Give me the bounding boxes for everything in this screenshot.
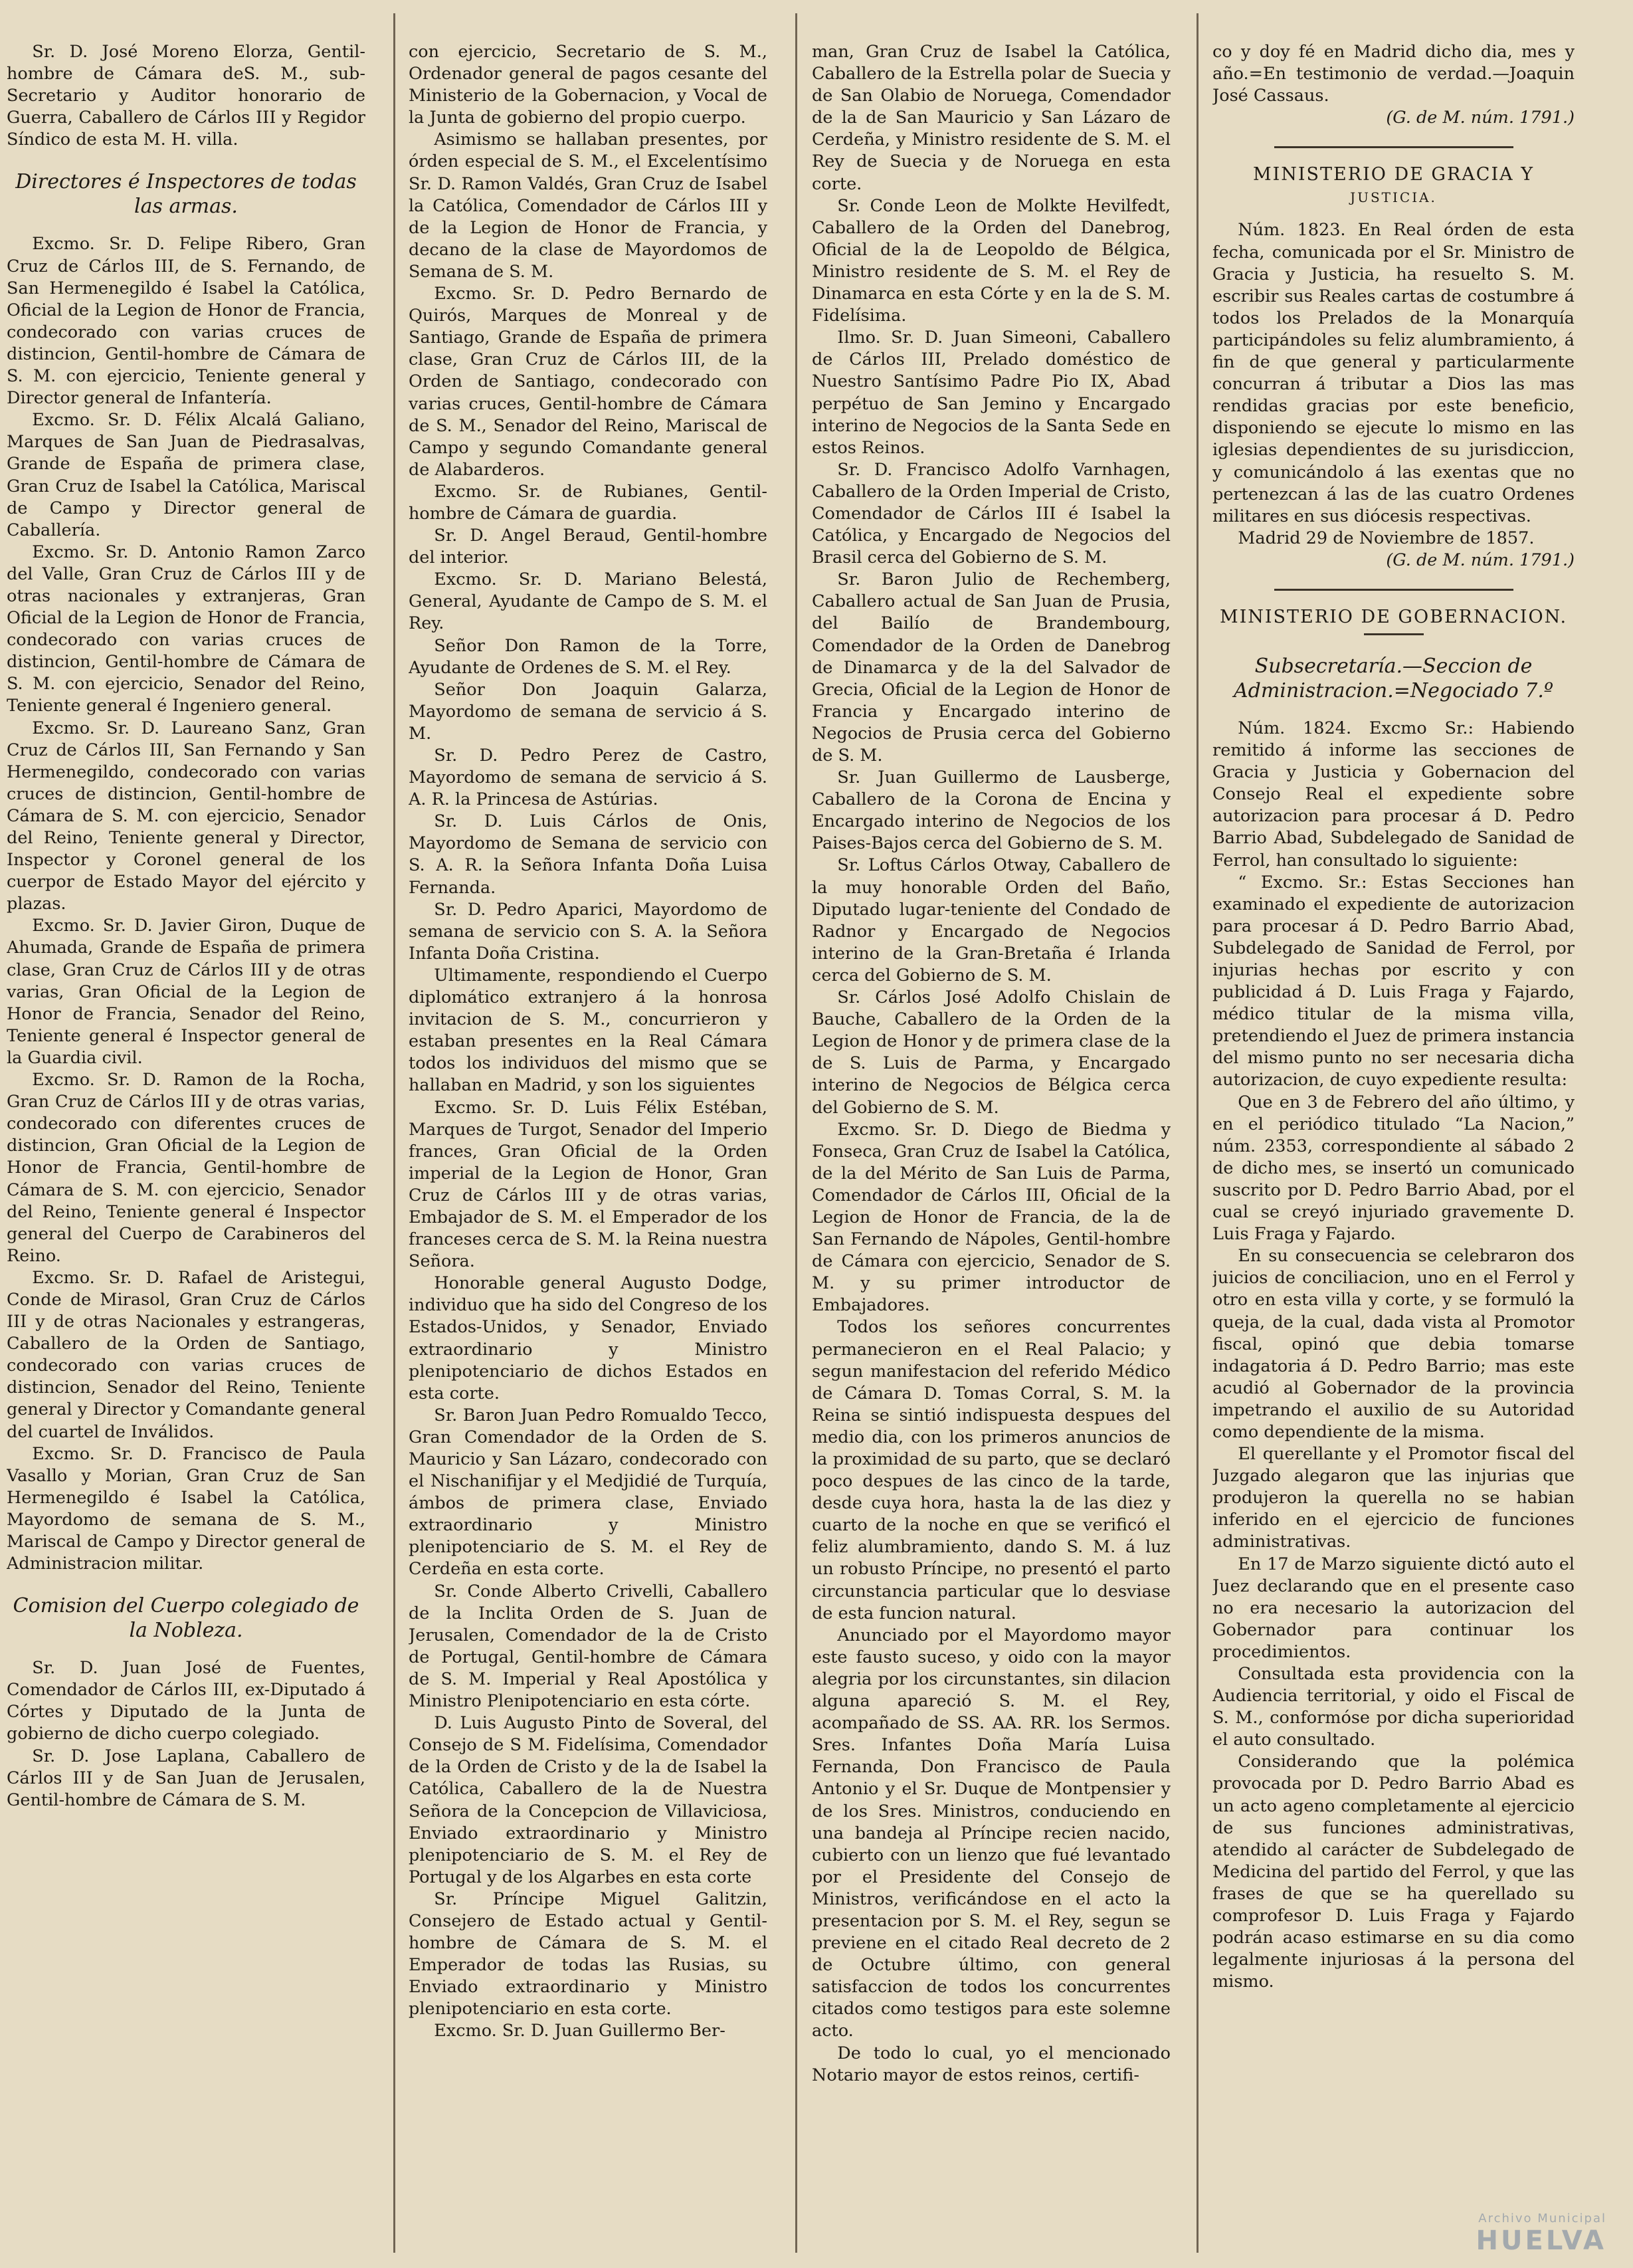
paragraph: Excmo. Sr. D. Antonio Ramon Zarco del Valle, Gran Cruz de Cárlos III y de otras nacionales y extranjeras, Gran Oficial de la Legion de Honor de Francia, condecorado con varias cruces de distincion, Gentil-hombre de Cámara de S. M. con ejercicio, Senador del Reino, Teniente general é Ingeniero general. [7,542,365,716]
paragraph: Excmo. Sr. de Rubianes, Gentil-hombre de Cámara de guardia. [409,481,767,524]
paragraph: Sr. Baron Julio de Rechemberg, Caballero actual de San Juan de Prusia, del Bailío de Brandembourg, Comendador de la Orden de Danebrog de Dinamarca y de la del Salvador de Grecia, Oficial de la Legion de Honor de Francia y Encargado interino de Negocios de Prusia cerca del Gobierno de S. M. [812,569,1171,766]
paragraph: man, Gran Cruz de Isabel la Católica, Caballero de la Estrella polar de Suecia y de San Olabio de Noruega, Comendador de la de San Mauricio y San Lázaro de Cerdeña, y Ministro residente de S. M. el Rey de Suecia y de Noruega en esta corte. [812,42,1171,194]
paragraph: Excmo. Sr. D. Felipe Ribero, Gran Cruz de Cárlos III, de S. Fernando, de San Hermenegildo é Isabel la Católica, Oficial de la Legion de Honor de Francia, condecorado con varias cruces de distincion, Gentil-hombre de Cámara de S. M. con ejercicio, Teniente general y Director general de Infantería. [7,234,365,409]
paragraph: Señor Don Ramon de la Torre, Ayudante de Ordenes de S. M. el Rey. [409,635,767,678]
section-heading: Comision del Cuerpo colegiado de la Nobleza. [13,1594,359,1643]
paragraph: El querellante y el Promotor fiscal del Juzgado alegaron que las injurias que produjeron la querella no se habian inferido en el ejercicio de funciones administrativas. [1212,1444,1575,1552]
paragraph: Sr. D. Francisco Adolfo Varnhagen, Caballero de la Orden Imperial de Cristo, Comendador de Cárlos III é Isabel la Católica, y Encargado de Negocios del Brasil cerca del Gobierno de S. M. [812,459,1171,568]
paragraph: D. Luis Augusto Pinto de Soveral, del Consejo de S M. Fidelísima, Comendador de la Orden de Cristo y de la de Isabel la Católica, Caballero de la de Nuestra Señora de la Concepcion de Villaviciosa, Enviado extraordinario y Ministro plenipotenciario de S. M. el Rey de Portugal y de los Algarbes en esta corte [409,1713,767,1887]
paragraph: Excmo. Sr. D. Ramon de la Rocha, Gran Cruz de Cárlos III y de otras varias, condecorado con diferentes cruces de distincion, Gran Oficial de la Legion de Honor de Francia, Gentil-hombre de Cámara de S. M. con ejercicio, Senador del Reino, Teniente general é Inspector general del Cuerpo de Carabineros del Reino. [7,1070,365,1266]
paragraph: Sr. D. Jose Laplana, Caballero de Cárlos III y de San Juan de Jerusalen, Gentil-hombre de Cámara de S. M. [7,1746,365,1810]
paragraph: Sr. Príncipe Miguel Galitzin, Consejero de Estado actual y Gentil-hombre de Cámara de S. M. el Emperador de todas las Rusias, su Enviado extraordinario y Ministro plenipotenciario en esta corte. [409,1889,767,2019]
paragraph: De todo lo cual, yo el mencionado Notario mayor de estos reinos, certifi- [812,2043,1171,2085]
paragraph: Sr. D. Pedro Aparici, Mayordomo de semana de servicio con S. A. la Señora Infanta Doña Cristina. [409,899,767,964]
paragraph: Asimismo se hallaban presentes, por órden especial de S. M., el Excelentísimo Sr. D. Ramon Valdés, Gran Cruz de Isabel la Católica, Comendador de Cárlos III y de la Legion de Honor de Francia, y decano de la clase de Mayordomos de Semana de S. M. [409,130,767,282]
watermark-line: HUELVA [1476,2225,1606,2256]
paragraph: Excmo. Sr. D. Rafael de Aristegui, Conde de Mirasol, Gran Cruz de Cárlos III y de otras Nacionales y estrangeras, Caballero de la Orden de Santiago, condecorado con varias cruces de distincion, Senador del Reino, Teniente general y Director y Comandante general del cuartel de Inválidos. [7,1267,365,1442]
paragraph: Excmo. Sr. D. Francisco de Paula Vasallo y Morian, Gran Cruz de San Hermenegildo é Isabel la Católica, Mayordomo de semana de S. M., Mariscal de Campo y Director general de Administracion militar. [7,1443,365,1574]
paragraph: Ultimamente, respondiendo el Cuerpo diplomático extranjero á la honrosa invitacion de S. M., concurrieron y estaban presentes en la Real Cámara todos los individuos del mismo que se hallaban en Madrid, y son los siguientes [409,965,767,1096]
paragraph: Ilmo. Sr. D. Juan Simeoni, Caballero de Cárlos III, Prelado doméstico de Nuestro Santísimo Padre Pio IX, Abad perpétuo de San Jemino y Encargado interino de Negocios de la Santa Sede en estos Reinos. [812,328,1171,458]
paragraph: Excmo. Sr. D. Javier Giron, Duque de Ahumada, Grande de España de primera clase, Gran Cruz de Cárlos III y de otras varias, Gran Oficial de la Legion de Honor de Francia, Senador del Reino, Teniente general é Inspector general de la Guardia civil. [7,916,365,1068]
paragraph: Excmo. Sr. D. Félix Alcalá Galiano, Marques de San Juan de Piedrasalvas, Grande de España de primera clase, Gran Cruz de Isabel la Católica, Mariscal de Campo y Director general de Caballería. [7,410,365,540]
section-rule [1274,146,1513,148]
paragraph: Todos los señores concurrentes permanecieron en el Real Palacio; y segun manifestacion del referido Médico de Cámara D. Tomas Corral, S. M. la Reina se sintió indispuesta despues del medio dia, con los primeros anuncios de la proximidad de su parto, que se declaró poco despues de las cinco de la tarde, desde cuya hora, hasta la de las diez y cuarto de la noche en que se verificó el feliz alumbramiento, dando S. M. á luz un robusto Príncipe, no presentó el parto circunstancia particular que lo desviase de esta funcion natural. [812,1317,1171,1623]
paragraph: Sr. Juan Guillermo de Lausberge, Caballero de la Corona de Encina y Encargado interino de Negocios de los Paises-Bajos cerca del Gobierno de S. M. [812,768,1171,854]
paragraph: Sr. D. José Moreno Elorza, Gentil-hombre de Cámara deS. M., sub-Secretario y Auditor honorario de Guerra, Caballero de Cárlos III y Regidor Síndico de esta M. H. villa. [7,42,365,150]
column-2 [409,41,767,2254]
column-rule [393,13,395,2253]
paragraph: Sr. D. Angel Beraud, Gentil-hombre del interior. [409,526,767,568]
paragraph: Núm. 1823. En Real órden de esta fecha, comunicada por el Sr. Ministro de Gracia y Justicia, ha resuelto S. M. escribir sus Reales cartas de costumbre á todos los Prelados de la Monarquía participándoles su feliz alumbramiento, á fin de que general y particularmente concurran á tributar a Dios las mas rendidas gracias por este beneficio, disponiendo se ejecute lo mismo en las iglesias dependientes de su jurisdiccion, y comunicándolo á las exentas que no pertenezcan á las de las cuatro Ordenes militares en sus diócesis respectivas. [1212,220,1575,526]
paragraph: Núm. 1824. Excmo Sr.: Habiendo remitido á informe las secciones de Gracia y Justicia y Gobernacion del Consejo Real el expediente sobre autorizacion para procesar á D. Pedro Barrio Abad, Subdelegado de Sanidad de Ferrol, han consultado lo siguiente: [1212,718,1575,871]
paragraph: Sr. Conde Alberto Crivelli, Caballero de la Inclita Orden de S. Juan de Jerusalen, Comendador de la de Cristo de Portugal, Gentil-hombre de Cámara de S. M. Imperial y Real Apostólica y Ministro Plenipotenciario en esta córte. [409,1581,767,1712]
section-rule-short [1364,633,1424,635]
column-rule [1197,13,1199,2253]
paragraph: con ejercicio, Secretario de S. M., Ordenador general de pagos cesante del Ministerio de la Gobernacion, y Vocal de la Junta de gobierno del propio cuerpo. [409,42,767,128]
paragraph: Sr. D. Luis Cárlos de Onis, Mayordomo de Semana de servicio con S. A. R. la Señora Infanta Doña Luisa Fernanda. [409,811,767,898]
column-1 [7,41,365,2254]
paragraph: Excmo. Sr. D. Juan Guillermo Ber- [434,2021,725,2041]
paragraph: Anunciado por el Mayordomo mayor este fausto suceso, y oido con la mayor alegria por los circunstantes, sin dilacion alguna apareció S. M. el Rey, acompañado de SS. AA. RR. los Sermos. Sres. Infantes Doña María Luisa Fernanda, Don Francisco de Paula Antonio y el Sr. Duque de Montpensier y de los Sres. Ministros, conduciendo en una bandeja al Príncipe recien nacido, cubierto con un lienzo que fué levantado por el Presidente del Consejo de Ministros, verificándose en el acto la presentacion por S. M. el Rey, segun se previene en el citado Real decreto de 2 de Octubre último, con general satisfaccion de todos los concurrentes citados como testigos para este solemne acto. [812,1625,1171,2041]
gazette-reference: (G. de M. núm. 1791.) [1386,108,1575,128]
ministry-subheading: JUSTICIA. [1350,189,1437,206]
paragraph: Sr. Baron Juan Pedro Romualdo Tecco, Gran Comendador de la Orden de S. Mauricio y San Lázaro, condecorado con el Nischanifijar y el Medjidié de Turquía, ámbos de primera clase, Enviado extraordinario y Ministro plenipotenciario de S. M. el Rey de Cerdeña en esta corte. [409,1405,767,1580]
paragraph: Excmo. Sr. D. Luis Félix Estéban, Marques de Turgot, Senador del Imperio frances, Gran Oficial de la Orden imperial de la Legion de Honor, Gran Cruz de Cárlos III y de otras varias, Embajador de S. M. el Emperador de los franceses cerca de S. M. la Reina nuestra Señora. [409,1097,767,1272]
paragraph: Consultada esta providencia con la Audiencia territorial, y oido el Fiscal de S. M., conformóse por dicha superioridad el auto consultado. [1212,1664,1575,1750]
paragraph: Que en 3 de Febrero del año último, y en el periódico titulado “La Nacion,” núm. 2353, correspondiente al sábado 2 de dicho mes, se insertó un comunicado suscrito por D. Pedro Barrio Abad, por el cual se creyó injuriado gravemente D. Luis Fraga y Fajardo. [1212,1092,1575,1245]
column-3 [812,41,1171,2254]
paragraph: Honorable general Augusto Dodge, individuo que ha sido del Congreso de los Estados-Unidos, y Senador, Enviado extraordinario y Ministro plenipotenciario de dichos Estados en esta corte. [409,1273,767,1403]
column-4 [1212,41,1575,2254]
paragraph: Señor Don Joaquin Galarza, Mayordomo de semana de servicio á S. M. [409,679,767,744]
ministry-heading: MINISTERIO DE GRACIA Y [1252,164,1535,185]
archive-watermark [1476,2212,1606,2256]
paragraph: Excmo. Sr. D. Pedro Bernardo de Quirós, Marques de Monreal y de Santiago, Grande de España de primera clase, Gran Cruz de Cárlos III, de la Orden de Santiago, condecorado con varias cruces, Gentil-hombre de Cámara de S. M., Senador del Reino, Mariscal de Campo y segundo Comandante general de Alabarderos. [409,284,767,480]
paragraph: Sr. D. Pedro Perez de Castro, Mayordomo de semana de servicio á S. A. R. la Princesa de Astúrias. [409,746,767,810]
section-heading: Directores é Inspectores de todas las armas. [15,170,357,219]
paragraph: “ Excmo. Sr.: Estas Secciones han examinado el expediente de autorizacion para procesar á D. Pedro Barrio Abad, Subdelegado de Sanidad de Ferrol, por injurias hechas por escrito y con publicidad á D. Luis Fraga y Fajardo, médico titular de la misma villa, pretendiendo el Juez de primera instancia del mismo punto no ser necesaria dicha autorizacion, de cuyo expediente resulta: [1212,872,1575,1090]
paragraph: Considerando que la polémica provocada por D. Pedro Barrio Abad es un acto ageno completamente al ejercicio de sus funciones administrativas, atendido al carácter de Subdelegado de Medicina del partido del Ferrol, y que las frases de que se ha querellado su comprofesor D. Luis Fraga y Fajardo podrán acaso estimarse en su dia como legalmente injuriosas á la persona del mismo. [1212,1752,1575,1992]
paragraph: co y doy fé en Madrid dicho dia, mes y año.=En testimonio de verdad.—Joaquin José Cassaus. [1212,42,1575,106]
paragraph: En 17 de Marzo siguiente dictó auto el Juez declarando que en el presente caso no era necesario la autorizacion del Gobernador para continuar los procedimientos. [1212,1554,1575,1662]
paragraph: Sr. D. Juan José de Fuentes, Comendador de Cárlos III, ex-Diputado á Córtes y Diputado de la Junta de gobierno de dicho cuerpo colegiado. [7,1658,365,1744]
section-heading: Subsecretaría.—Seccion de Administracion.=Negociado 7.º [1233,654,1554,702]
paragraph: Madrid 29 de Noviembre de 1857. [1238,528,1535,548]
paragraph: Excmo. Sr. D. Laureano Sanz, Gran Cruz de Cárlos III, San Fernando y San Hermenegildo, condecorado con varias cruces de distincion, Gentil-hombre de Cámara de S. M. con ejercicio, Senador del Reino, Teniente general y Director, Inspector y Coronel general de los cuerpor de Estado Mayor del ejército y plazas. [7,718,365,914]
paragraph: Excmo. Sr. D. Diego de Biedma y Fonseca, Gran Cruz de Isabel la Católica, de la del Mérito de San Luis de Parma, Comendador de Cárlos III, Oficial de la Legion de Honor de Francia, de la de San Fernando de Nápoles, Gentil-hombre de Cámara con ejercicio, Senador de S. M. y su primer introductor de Embajadores. [812,1119,1171,1316]
paragraph: En su consecuencia se celebraron dos juicios de conciliacion, uno en el Ferrol y otro en esta villa y corte, y se formuló la queja, de la cual, dada vista al Promotor fiscal, opinó que debia tomarse indagatoria á D. Pedro Barrio; mas este acudió al Gobernador de la provincia impetrando el auxilio de su Autoridad como dependiente de la misma. [1212,1246,1575,1442]
paragraph: Excmo. Sr. D. Mariano Belestá, General, Ayudante de Campo de S. M. el Rey. [409,569,767,634]
paragraph: Sr. Conde Leon de Molkte Hevilfedt, Caballero de la Orden del Danebrog, Oficial de la de Leopoldo de Bélgica, Ministro residente de S. M. el Rey de Dinamarca en esta Córte y en la de S. M. Fidelísima. [812,195,1171,326]
ministry-heading: MINISTERIO DE GOBERNACION. [1219,606,1568,627]
paragraph: Sr. Cárlos José Adolfo Chislain de Bauche, Caballero de la Orden de la Legion de Honor y de primera clase de la de S. Luis de Parma, y Encargado interino de Negocios de Bélgica cerca del Gobierno de S. M. [812,987,1171,1118]
watermark-line: Archivo Municipal [1478,2212,1606,2225]
paragraph: Sr. Loftus Cárlos Otway, Caballero de la muy honorable Orden del Baño, Diputado lugar-teniente del Condado de Radnor y Encargado de Negocios interino de la Gran-Bretaña é Irlanda cerca del Gobierno de S. M. [812,855,1171,985]
section-rule [1274,589,1513,591]
gazette-reference: (G. de M. núm. 1791.) [1386,550,1575,570]
column-rule [795,13,797,2253]
